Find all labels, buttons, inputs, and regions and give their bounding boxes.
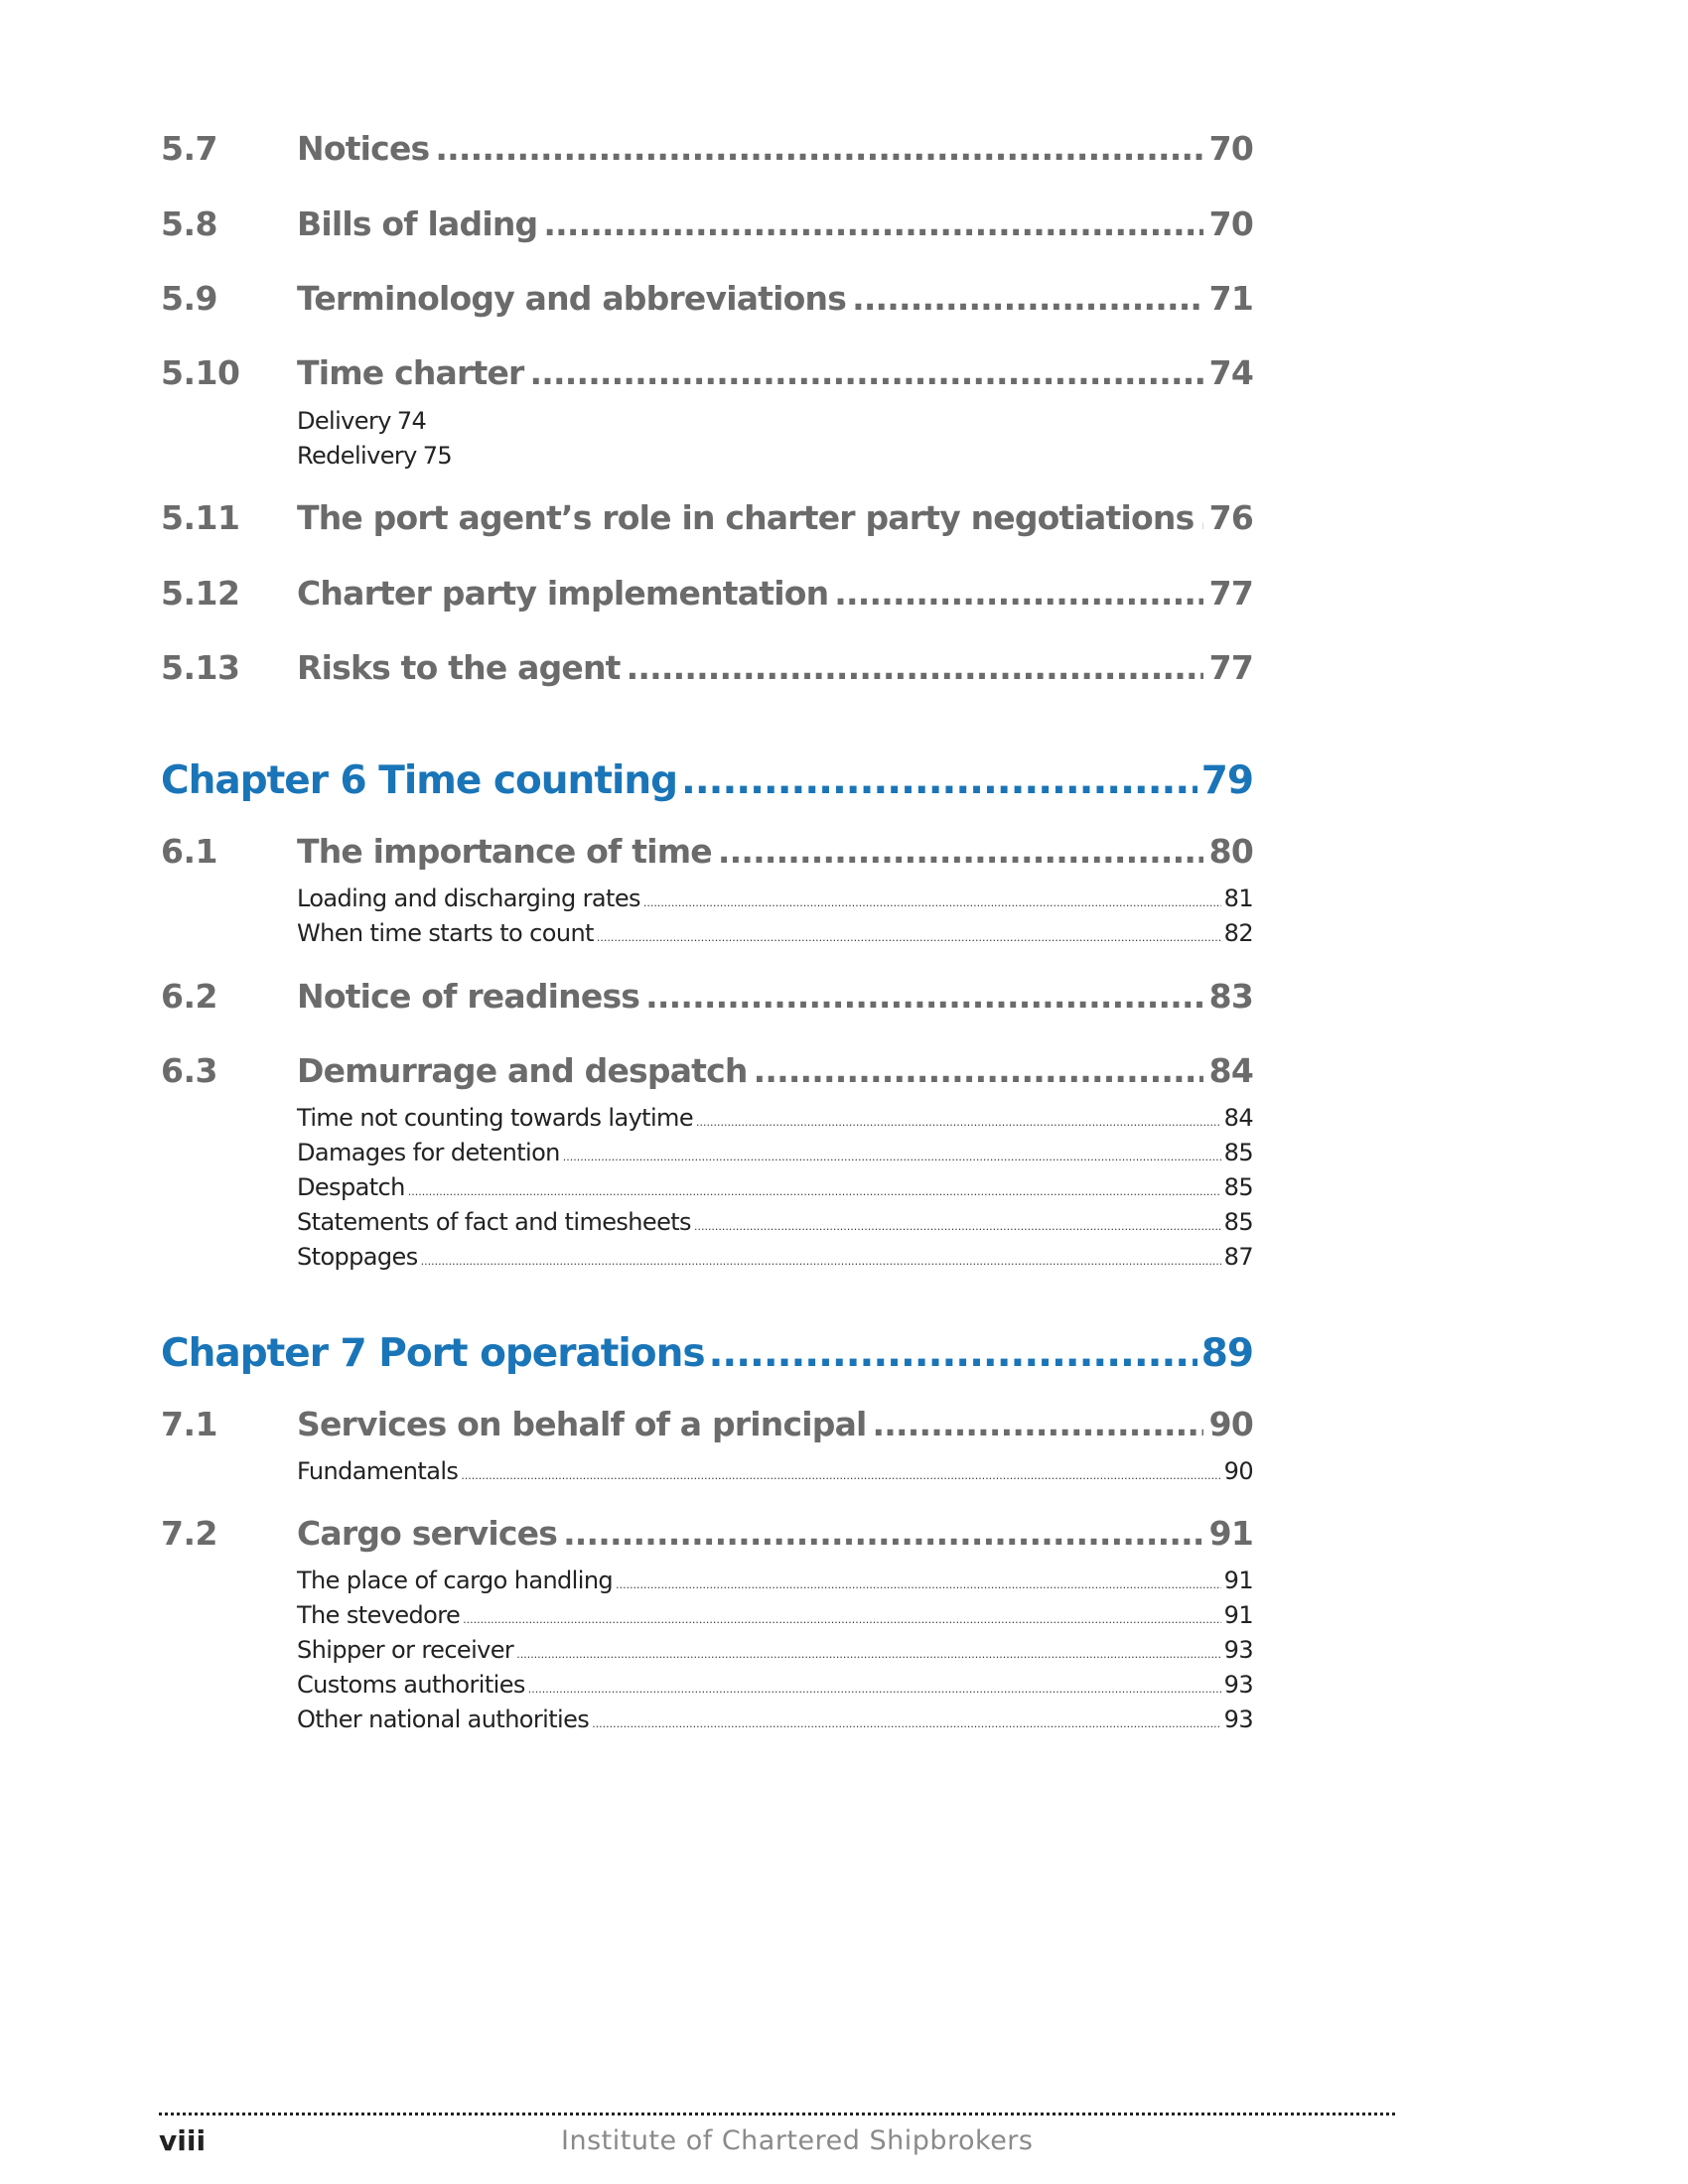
dot-leader	[694, 1220, 1221, 1233]
toc-chapter-7[interactable]	[161, 1331, 1253, 1376]
section-number: 6.1	[161, 832, 217, 871]
section-number: 5.10	[161, 353, 240, 392]
toc-section-7-2[interactable]	[161, 1514, 1253, 1573]
toc-section-5-10[interactable]	[161, 353, 1253, 413]
section-number: 6.3	[161, 1051, 217, 1090]
page-number: 80	[1208, 832, 1253, 871]
dot-leader	[563, 1151, 1221, 1163]
footer-publisher: Institute of Chartered Shipbrokers	[561, 2125, 1034, 2156]
dot-leader	[408, 1185, 1221, 1198]
footer-page-number: viii	[159, 2124, 207, 2157]
section-title: Bills of lading	[297, 205, 538, 243]
dot-leader	[873, 1405, 1203, 1443]
dot-leader	[516, 1648, 1220, 1661]
dot-leader	[435, 129, 1202, 168]
section-number: 5.12	[161, 574, 240, 613]
toc-subsection[interactable]: Statements of fact and timesheets ..... 85	[297, 1208, 1253, 1236]
chapter-title: Chapter 6 Time counting	[161, 758, 678, 803]
section-title: The port agent’s role in charter party negotiations	[297, 498, 1195, 537]
section-number: 5.8	[161, 205, 217, 243]
page-number: 70	[1208, 205, 1253, 243]
page-number: 74	[1208, 353, 1253, 392]
section-title: Notices	[297, 129, 430, 168]
chapter-title: Chapter 7 Port operations	[161, 1331, 705, 1376]
toc-section-6-3[interactable]	[161, 1051, 1253, 1111]
page-number: 70	[1208, 129, 1253, 168]
page-number: 90	[1208, 1405, 1253, 1443]
dot-leader	[627, 648, 1203, 687]
toc-chapter-6[interactable]	[161, 758, 1253, 803]
footer-divider	[159, 2113, 1395, 2116]
dot-leader	[592, 1717, 1220, 1730]
section-title: Notice of readiness	[297, 977, 640, 1016]
page-number: 77	[1208, 574, 1253, 613]
page-number: 89	[1200, 1331, 1253, 1376]
dot-leader	[1199, 498, 1202, 537]
toc-section-5-12[interactable]	[161, 574, 1253, 633]
toc-subsection[interactable]: Stoppages ..... 87	[297, 1243, 1253, 1271]
dot-leader	[463, 1613, 1221, 1626]
dot-leader	[461, 1469, 1220, 1482]
toc-section-5-8[interactable]	[161, 205, 1253, 264]
toc-subsection[interactable]: Redelivery 75	[297, 442, 453, 470]
section-title: The importance of time	[297, 832, 712, 871]
dot-leader	[681, 758, 1197, 803]
toc-subsection[interactable]: The place of cargo handling ..... 91	[297, 1567, 1253, 1594]
dot-leader	[718, 832, 1203, 871]
section-number: 7.1	[161, 1405, 217, 1443]
section-number: 6.2	[161, 977, 217, 1016]
section-title: Demurrage and despatch	[297, 1051, 748, 1090]
dot-leader	[563, 1514, 1203, 1553]
dot-leader	[616, 1578, 1221, 1591]
page-number: 71	[1208, 279, 1253, 318]
toc-subsection[interactable]: Time not counting towards laytime ..... 84	[297, 1104, 1253, 1132]
section-title: Time charter	[297, 353, 524, 392]
toc-section-7-1[interactable]	[161, 1405, 1253, 1464]
toc-section-5-9[interactable]	[161, 279, 1253, 339]
section-title: Risks to the agent	[297, 648, 621, 687]
toc-subsection[interactable]: The stevedore ..... 91	[297, 1601, 1253, 1629]
page-number: 76	[1208, 498, 1253, 537]
section-number: 5.9	[161, 279, 217, 318]
section-number: 5.13	[161, 648, 240, 687]
dot-leader	[530, 353, 1203, 392]
dot-leader	[696, 1116, 1221, 1129]
toc-subsection[interactable]: Damages for detention ..... 85	[297, 1139, 1253, 1166]
dot-leader	[645, 977, 1203, 1016]
section-title: Cargo services	[297, 1514, 558, 1553]
dot-leader	[543, 205, 1202, 243]
page-number: 77	[1208, 648, 1253, 687]
section-number: 5.7	[161, 129, 217, 168]
toc-subsection[interactable]: Shipper or receiver ..... 93	[297, 1636, 1253, 1664]
section-title: Services on behalf of a principal	[297, 1405, 867, 1443]
page-number: 79	[1200, 758, 1253, 803]
toc-subsection[interactable]: Customs authorities ..... 93	[297, 1671, 1253, 1699]
toc-section-5-13[interactable]	[161, 648, 1253, 708]
section-number: 7.2	[161, 1514, 217, 1553]
page-number: 91	[1208, 1514, 1253, 1553]
toc-section-5-7[interactable]	[161, 129, 1253, 189]
dot-leader	[754, 1051, 1203, 1090]
section-title: Terminology and abbreviations	[297, 279, 847, 318]
section-number: 5.11	[161, 498, 240, 537]
dot-leader	[421, 1255, 1221, 1268]
toc-subsection[interactable]: When time starts to count ..... 82	[297, 919, 1253, 947]
dot-leader	[597, 931, 1221, 944]
toc-subsection[interactable]: Loading and discharging rates ..... 81	[297, 885, 1253, 912]
toc-section-6-2[interactable]	[161, 977, 1253, 1036]
dot-leader	[643, 896, 1221, 909]
dot-leader	[528, 1683, 1221, 1696]
toc-section-6-1[interactable]	[161, 832, 1253, 891]
dot-leader	[852, 279, 1203, 318]
dot-leader	[834, 574, 1202, 613]
toc-subsection[interactable]: Fundamentals ..... 90	[297, 1457, 1253, 1485]
toc-subsection[interactable]: Despatch ..... 85	[297, 1173, 1253, 1201]
dot-leader	[709, 1331, 1197, 1376]
page-number: 84	[1208, 1051, 1253, 1090]
section-title: Charter party implementation	[297, 574, 829, 613]
page-number: 83	[1208, 977, 1253, 1016]
toc-subsection[interactable]: Other national authorities ..... 93	[297, 1706, 1253, 1733]
toc-section-5-11[interactable]	[161, 498, 1253, 558]
toc-subsection[interactable]: Delivery 74	[297, 407, 427, 435]
